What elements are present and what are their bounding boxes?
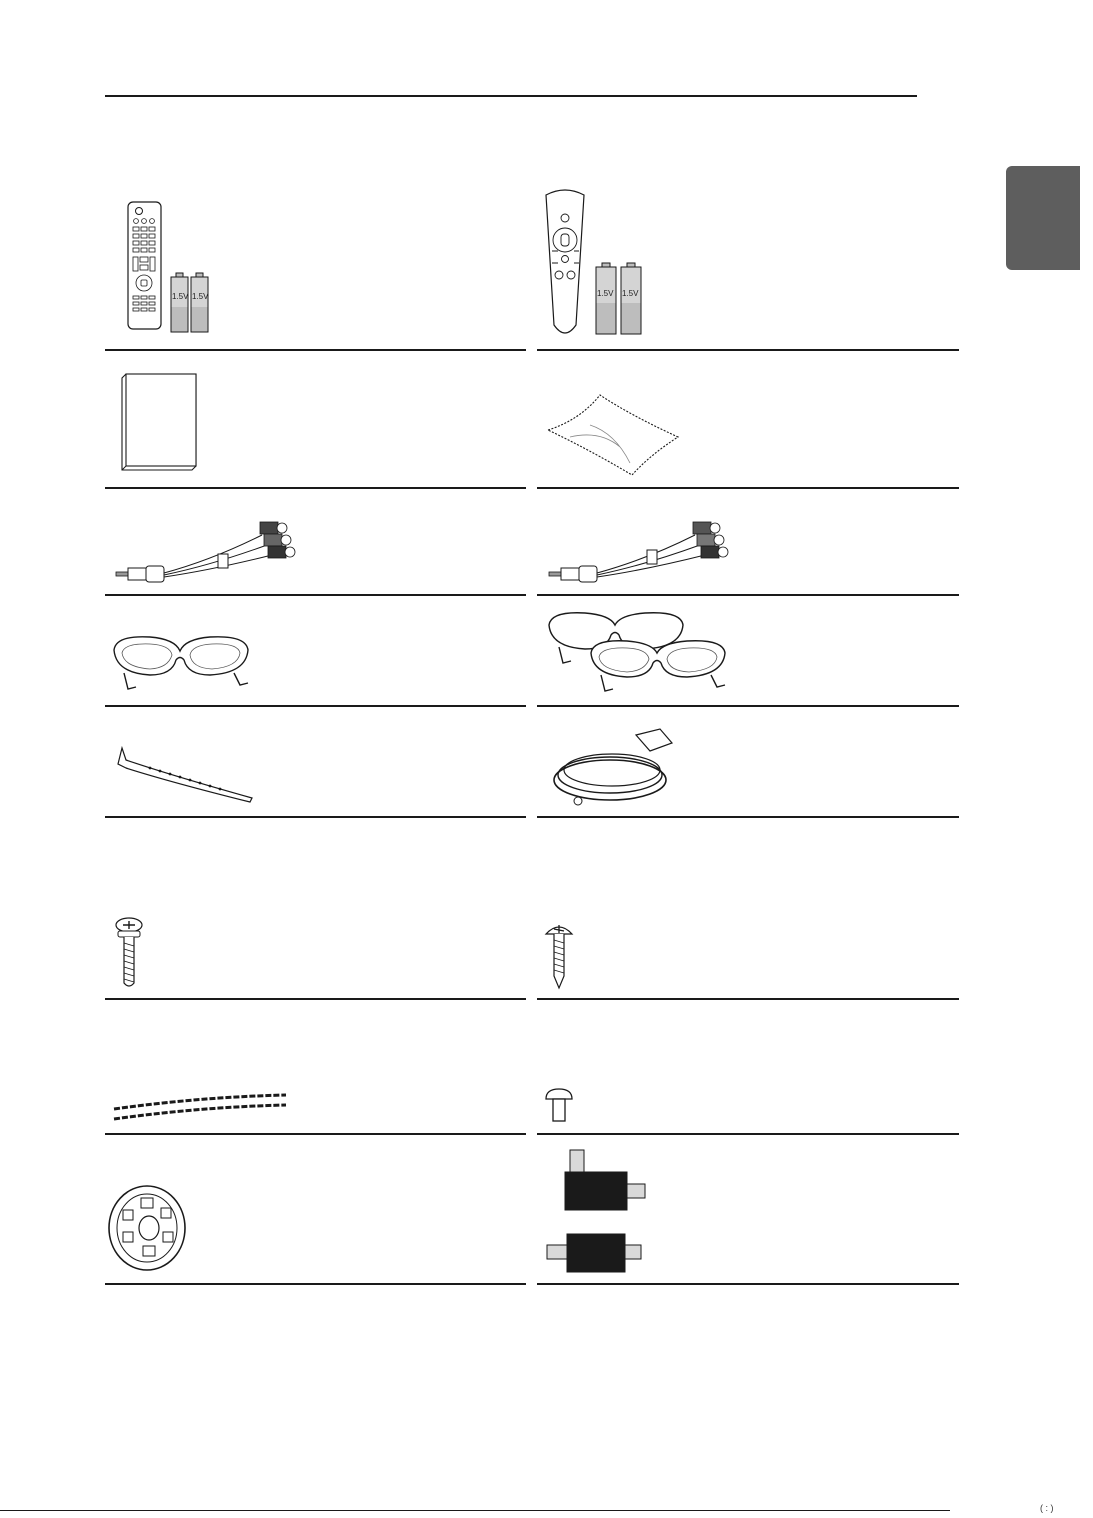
remote-control-icon	[125, 195, 245, 340]
battery-icon	[191, 273, 209, 332]
item-magic-remote	[538, 185, 688, 340]
item-tapping-screw	[540, 920, 580, 990]
item-av-gender-cable	[545, 510, 745, 585]
3d-glasses-pair-icon	[545, 605, 730, 695]
battery-voltage-label: 1.5V	[622, 289, 639, 298]
row-divider	[105, 705, 526, 707]
item-cable-ties	[110, 1085, 290, 1125]
item-power-cord	[550, 725, 680, 810]
item-stand-screw	[110, 915, 150, 990]
magic-remote-icon	[538, 185, 688, 340]
row-divider	[105, 998, 526, 1000]
footer-mark: ( : )	[1040, 1503, 1054, 1513]
battery-icon	[621, 263, 641, 334]
item-cleaning-cloth	[540, 375, 685, 480]
section-tab	[1006, 166, 1080, 270]
cable-clip-disc-icon	[105, 1180, 190, 1275]
row-divider	[105, 816, 526, 818]
row-divider	[537, 487, 959, 489]
tapping-screw-icon	[540, 920, 580, 990]
cable-tie-icon	[110, 740, 260, 805]
battery-voltage-label: 1.5V	[192, 292, 209, 301]
row-divider	[105, 349, 526, 351]
battery-voltage-label: 1.5V	[172, 292, 189, 301]
row-divider	[105, 1283, 526, 1285]
footer-rule	[0, 1510, 950, 1511]
item-antenna-adapters	[545, 1148, 655, 1278]
item-3d-glasses-single	[110, 625, 260, 695]
item-cable-holder	[110, 740, 260, 805]
row-divider	[537, 1133, 959, 1135]
battery-icon	[171, 273, 189, 332]
av-cable-icon	[112, 510, 312, 585]
header-rule	[105, 95, 917, 97]
row-divider	[105, 1133, 526, 1135]
battery-icon	[596, 263, 616, 334]
manual-booklet-icon	[118, 370, 208, 475]
row-divider	[537, 1283, 959, 1285]
row-divider	[105, 487, 526, 489]
row-divider	[537, 998, 959, 1000]
row-divider	[537, 705, 959, 707]
row-divider	[537, 816, 959, 818]
row-divider	[537, 594, 959, 596]
machine-screw-icon	[110, 915, 150, 990]
item-owners-manual	[118, 370, 208, 475]
3d-glasses-icon	[110, 625, 260, 695]
rf-adapter-icon	[545, 1148, 655, 1278]
battery-voltage-label: 1.5V	[597, 289, 614, 298]
row-divider	[537, 349, 959, 351]
cable-ties-icon	[110, 1085, 290, 1125]
item-standard-remote	[125, 195, 245, 340]
cleaning-cloth-icon	[540, 375, 685, 480]
item-short-screw	[542, 1085, 582, 1130]
power-cord-icon	[550, 725, 680, 810]
av-cable-icon	[545, 510, 745, 585]
short-screw-icon	[542, 1085, 582, 1130]
item-component-gender-cable	[112, 510, 312, 585]
item-cable-management-clip	[105, 1180, 190, 1275]
item-3d-glasses-pair	[545, 605, 730, 695]
row-divider	[105, 594, 526, 596]
